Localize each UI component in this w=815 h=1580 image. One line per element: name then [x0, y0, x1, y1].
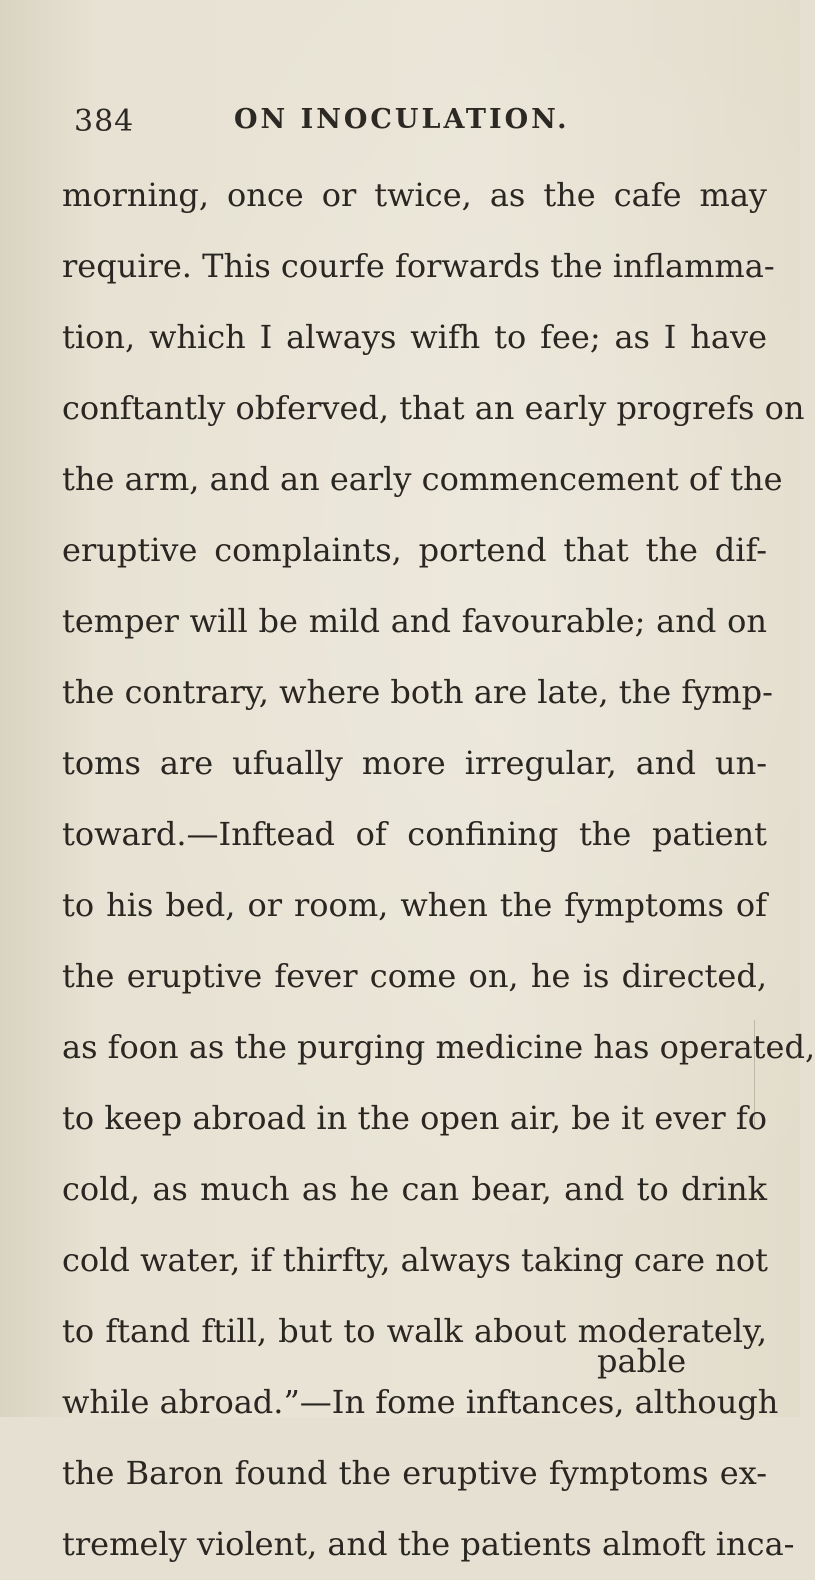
page-header: [74, 104, 760, 144]
text-line: temper will be mild and favourable; and on: [62, 602, 767, 640]
text-line: to ftand ftill, but to walk about moderately,: [62, 1312, 767, 1350]
paper-crease: [754, 1020, 755, 1130]
text-line: require. This courfe forwards the inflamma-: [62, 247, 775, 285]
text-line: morning, once or twice, as the cafe may: [62, 176, 767, 214]
text-line: the arm, and an early commencement of the: [62, 460, 783, 498]
text-line: cold water, if thirfty, always taking care not: [62, 1241, 769, 1279]
text-line: tremely violent, and the patients almoft inca-: [62, 1525, 795, 1563]
text-line: toms are ufually more irregular, and un-: [62, 744, 767, 782]
text-line: the eruptive fever come on, he is directed,: [62, 957, 767, 995]
text-line: to keep abroad in the open air, be it ever fo: [62, 1099, 767, 1137]
text-line: eruptive complaints, portend that the dif-: [62, 531, 767, 569]
text-line: as foon as the purging medicine has operated,: [62, 1028, 815, 1066]
text-line: cold, as much as he can bear, and to drink: [62, 1170, 767, 1208]
text-line: tion, which I always wifh to fee; as I have: [62, 318, 767, 356]
text-line: the Baron found the eruptive fymptoms ex-: [62, 1454, 767, 1492]
text-line: to his bed, or room, when the fymptoms of: [62, 886, 767, 924]
text-line: the contrary, where both are late, the fymp-: [62, 673, 773, 711]
text-line: toward.—Inftead of confining the patient: [62, 815, 767, 853]
running-head: ON INOCULATION.: [234, 104, 570, 135]
page-number: 384: [74, 104, 135, 139]
catchword: pable: [597, 1342, 687, 1380]
text-line: while abroad.”—In fome inftances, although: [62, 1383, 779, 1421]
text-line: conftantly obferved, that an early progrefs on: [62, 389, 805, 427]
